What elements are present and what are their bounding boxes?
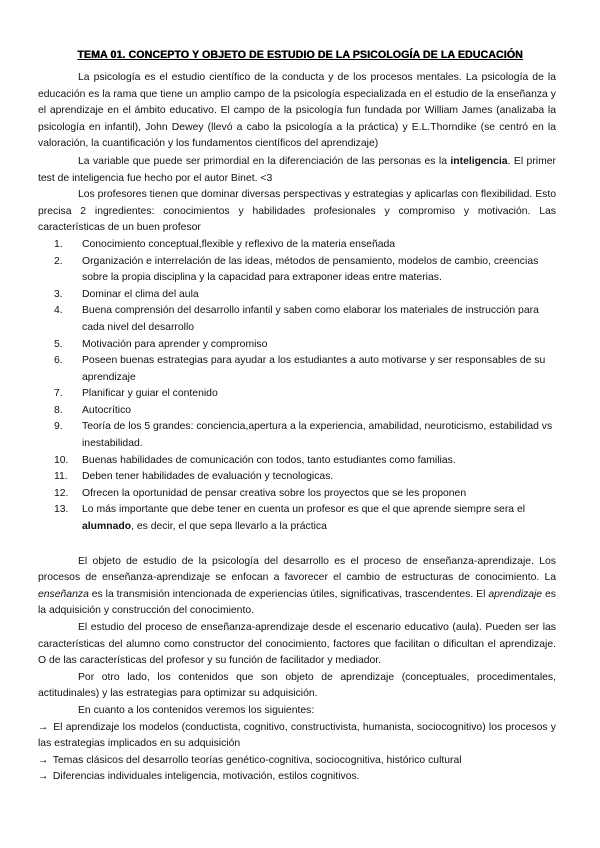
bold-term-inteligencia: inteligencia — [450, 155, 508, 167]
list-text: Poseen buenas estrategias para ayudar a los estudiantes a auto motivarse y ser responsables de su aprendizaje — [82, 355, 546, 383]
arrow-icon: → — [38, 721, 49, 733]
italic-term-ensenanza: enseñanza — [38, 588, 89, 600]
list-item — [38, 502, 556, 535]
page-title: TEMA 01. CONCEPTO Y OBJETO DE ESTUDIO DE LA PSICOLOGÍA DE LA EDUCACIÓN — [77, 49, 523, 61]
list-item — [38, 237, 556, 254]
list-text: Dominar el clima del aula — [82, 288, 199, 300]
arrow-item — [38, 753, 556, 770]
list-number: 13. — [54, 504, 69, 516]
list-number: 3. — [54, 288, 63, 300]
list-text: Teoría de los 5 grandes: conciencia,apertura a la experiencia, amabilidad, neuroticismo, estabilidad vs inestabilidad. — [82, 421, 553, 450]
arrow-item-text: Diferencias individuales inteligencia, motivación, estilos cognitivos. — [52, 771, 360, 783]
arrow-item-text: El aprendizaje los modelos (conductista, cognitivo, constructivista, humanista, sociocognitivo) los procesos y las estrategias implicados en su adquisición — [38, 721, 556, 750]
paragraph-teachers: Los profesores tienen que dominar diversas perspectivas y estrategias y aplicarlas con flexibilidad. Esto precisa 2 ingredientes: conocimientos y habilidades profesionales y compromiso y motivación. Las características de un buen profesor — [38, 189, 556, 234]
list-text: Organización e interrelación de las ideas, métodos de pensamiento, modelos de cambio, creencias sobre la propia disciplina y la capacidad para extraponer ideas entre materias. — [82, 255, 539, 284]
list-item — [38, 287, 556, 304]
list-number: 2. — [54, 255, 63, 267]
paragraph-object-of-study — [38, 554, 556, 620]
paragraph-intelligence — [38, 154, 556, 187]
list-item — [38, 486, 556, 503]
arrow-icon: → — [38, 754, 49, 766]
list-number: 10. — [54, 454, 69, 466]
list-text: Autocrítico — [82, 404, 132, 416]
list-text: Planificar y guiar el contenido — [82, 388, 218, 400]
list-item — [38, 386, 556, 403]
list-number: 1. — [54, 238, 63, 250]
list-item — [38, 453, 556, 470]
list-item — [38, 403, 556, 420]
arrow-item-text: Temas clásicos del desarrollo teorías genético-cognitiva, sociocognitiva, histórico cultural — [52, 754, 462, 766]
list-text: Buena comprensión del desarrollo infantil y saben como elaborar los materiales de instrucción para cada nivel del desarrollo — [82, 305, 539, 333]
text-segment: . El primer test de inteligencia fue hecho por el autor Binet. <3 — [38, 155, 556, 184]
paragraph-contents: Por otro lado, los contenidos que son objeto de aprendizaje (conceptuales, procedimentales, actitudinales) y las estrategias para optimizar su adquisición. — [38, 671, 556, 700]
list-item — [38, 419, 556, 452]
text-segment: La variable que puede ser primordial en la diferenciación de las personas es la — [78, 155, 451, 167]
list-text: Deben tener habilidades de evaluación y tecnologicas. — [82, 471, 334, 483]
list-number: 8. — [54, 404, 63, 416]
list-item — [38, 337, 556, 354]
list-number: 5. — [54, 338, 63, 350]
list-text: Ofrecen la oportunidad de pensar creativa sobre los proyectos que se les proponen — [82, 487, 467, 499]
list-text: , es decir, el que sepa llevarlo a la práctica — [131, 521, 327, 533]
list-text: Motivación para aprender y compromiso — [82, 338, 268, 350]
list-number: 12. — [54, 487, 69, 499]
list-number: 11. — [54, 471, 68, 483]
document-body — [38, 70, 556, 786]
list-number: 9. — [54, 421, 63, 433]
list-number: 4. — [54, 305, 63, 317]
list-text: Buenas habilidades de comunicación con todos, tanto estudiantes como familias. — [82, 454, 456, 466]
paragraph-contents-intro: En cuanto a los contenidos veremos los siguientes: — [78, 704, 315, 716]
list-number: 7. — [54, 388, 63, 400]
italic-term-aprendizaje: aprendizaje — [488, 588, 543, 600]
list-text: Conocimiento conceptual,flexible y reflexivo de la materia enseñada — [82, 238, 396, 250]
list-item — [38, 303, 556, 336]
paragraph-intro: La psicología es el estudio científico de la conducta y de los procesos mentales. La psicología de la educación es la rama que tiene un amplio campo de la psicología especializada en el estudio de la enseñanza y el aprendizaje en el ámbito educativo. El campo de la psicología fun fundada por William James (analizaba la psicología en infantil), John Dewey (llevó a cabo la psicología a la práctica) y E.L.Thorndike (se centró en la valoración, la cuantificación y los fundamentos científicos del aprendizaje) — [38, 72, 556, 150]
arrow-item — [38, 720, 556, 753]
arrow-item — [38, 769, 556, 786]
list-number: 6. — [54, 355, 63, 367]
list-text: Lo más importante que debe tener en cuenta un profesor es que el que aprende siempre sera el — [82, 504, 526, 516]
list-item — [38, 254, 556, 287]
text-segment: El objeto de estudio de la psicología del desarrollo es el proceso de enseñanza-aprendizaje. Los procesos de enseñanza-aprendizaje se enfocan a favorecer el cambio de estructuras de conocimiento. La — [38, 555, 556, 584]
teacher-characteristics-list — [38, 237, 556, 536]
text-segment: es la transmisión intencionada de experiencias útiles, significativas, trascendentes. El — [88, 588, 489, 600]
list-item — [38, 353, 556, 386]
arrow-icon: → — [38, 771, 49, 783]
text-segment: es la adquisición y construcción del conocimiento. — [38, 588, 556, 617]
bold-term-alumnado: alumnado — [82, 521, 132, 533]
paragraph-classroom: El estudio del proceso de enseñanza-aprendizaje desde el escenario educativo (aula). Pueden ser las características del alumno como constructor del conocimiento, factores que facilitan o dificultan el aprendizaje. O de las características del profesor y su función de facilitador y mediador. — [38, 622, 556, 667]
list-item — [38, 469, 556, 486]
